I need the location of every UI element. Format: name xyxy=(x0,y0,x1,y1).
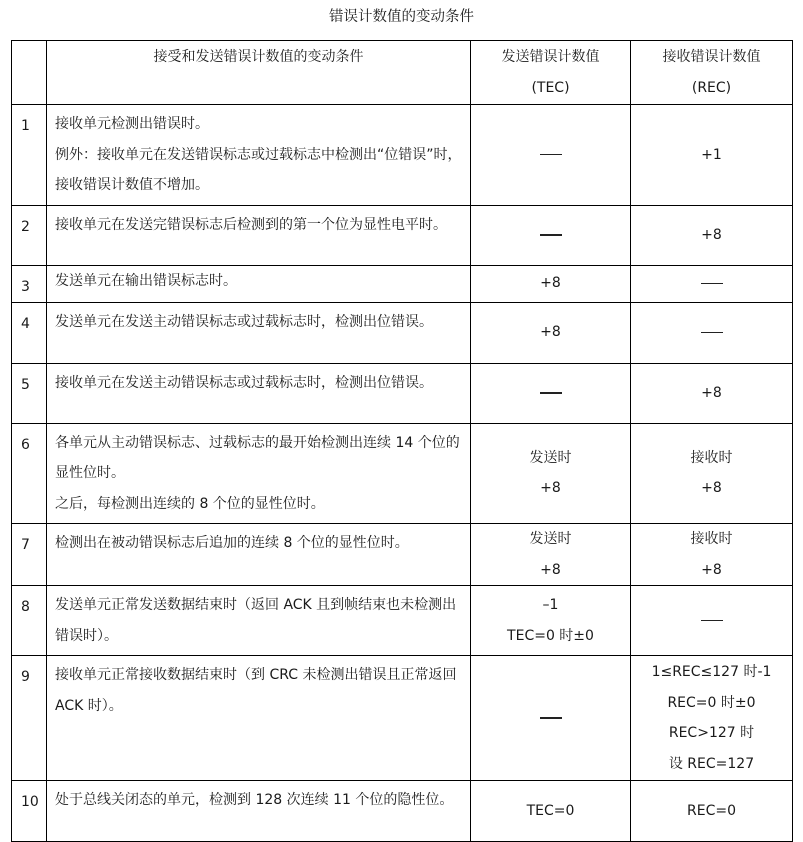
rec-value: +1 xyxy=(701,146,722,163)
row-number: 6 xyxy=(12,423,47,524)
rec-value-cell xyxy=(631,586,793,656)
tec-value xyxy=(471,378,630,409)
condition-cell xyxy=(47,586,471,656)
rec-value-cell xyxy=(631,302,793,363)
rec-value: +8 xyxy=(701,480,722,497)
condition-text: 发送单元在输出错误标志时。 xyxy=(55,272,237,289)
rec-value-cell xyxy=(631,265,793,302)
condition-cell xyxy=(47,363,471,423)
table-row xyxy=(12,781,793,842)
dash-icon xyxy=(540,717,562,719)
tec-value-cell xyxy=(471,363,631,423)
row-number: 8 xyxy=(12,586,47,656)
tec-value-cell xyxy=(471,586,631,656)
row-number: 10 xyxy=(12,781,47,842)
tec-value xyxy=(471,703,630,734)
condition-text: 处于总线关闭态的单元，检测到 128 次连续 11 个位的隐性位。 xyxy=(55,792,454,808)
condition-text: 接收单元在发送完错误标志后检测到的第一个位为显性电平时。 xyxy=(55,216,447,233)
rec-value xyxy=(631,605,792,636)
dash-icon xyxy=(540,234,562,236)
header-row xyxy=(12,41,793,105)
rec-value: REC>127 时 xyxy=(668,725,755,741)
tec-value: 发送时 xyxy=(529,531,572,547)
table-row xyxy=(12,105,793,206)
rec-value: REC=0 时±0 xyxy=(667,694,756,711)
condition-cell xyxy=(47,423,471,524)
dash-icon xyxy=(701,620,723,622)
header-index xyxy=(12,41,47,105)
tec-value-cell xyxy=(471,781,631,842)
rec-value-cell xyxy=(631,363,793,423)
condition-cell xyxy=(47,781,471,842)
condition-text: 之后，每检测出连续的 8 个位的显性位时。 xyxy=(55,495,325,512)
dash-icon xyxy=(540,392,562,394)
tec-value-cell xyxy=(471,423,631,524)
condition-cell xyxy=(47,302,471,363)
table-row xyxy=(12,302,793,363)
rec-value: +8 xyxy=(701,384,722,401)
tec-value: +8 xyxy=(540,480,561,497)
rec-value-cell xyxy=(631,524,793,586)
table-row xyxy=(12,586,793,656)
rec-value-cell xyxy=(631,656,793,781)
header-condition: 接受和发送错误计数值的变动条件 xyxy=(47,41,471,105)
tec-value-cell xyxy=(471,265,631,302)
table-row xyxy=(12,205,793,265)
tec-value: +8 xyxy=(540,561,561,578)
row-number: 2 xyxy=(12,205,47,265)
tec-value: 发送时 xyxy=(529,449,572,466)
condition-cell xyxy=(47,205,471,265)
row-number: 1 xyxy=(12,105,47,206)
condition-cell xyxy=(47,105,471,206)
tec-value-cell xyxy=(471,205,631,265)
rec-value-cell xyxy=(631,205,793,265)
condition-text: 例外：接收单元在发送错误标志或过载标志中检测出“位错误”时，接收错误计数值不增加。 xyxy=(55,146,462,193)
header-rec: 接收错误计数值 (REC) xyxy=(631,41,793,105)
tec-value xyxy=(471,220,630,251)
rec-value: 1≤REC≤127 时-1 xyxy=(651,664,772,680)
rec-value xyxy=(631,268,792,299)
dash-icon xyxy=(540,154,562,156)
row-number: 7 xyxy=(12,524,47,586)
condition-text: 发送单元正常发送数据结束时（返回 ACK 且到帧结束也未检测出错误时）。 xyxy=(55,597,457,644)
row-number: 4 xyxy=(12,302,47,363)
rec-value: +8 xyxy=(701,226,722,243)
row-number: 9 xyxy=(12,656,47,781)
tec-value-cell xyxy=(471,656,631,781)
dash-icon xyxy=(701,283,723,285)
rec-value: 接收时 xyxy=(690,531,733,547)
rec-value: +8 xyxy=(701,561,722,578)
rec-value-cell xyxy=(631,781,793,842)
tec-value-cell xyxy=(471,302,631,363)
condition-text: 各单元从主动错误标志、过载标志的最开始检测出连续 14 个位的显性位时。 xyxy=(55,434,460,481)
condition-cell xyxy=(47,524,471,586)
condition-text: 发送单元在发送主动错误标志或过载标志时，检测出位错误。 xyxy=(55,313,433,330)
row-number: 3 xyxy=(12,265,47,302)
tec-value: –1 xyxy=(542,597,559,613)
table-row xyxy=(12,423,793,524)
rec-value: 设 REC=127 xyxy=(668,755,755,772)
rec-value: REC=0 xyxy=(687,802,736,819)
condition-text: 检测出在被动错误标志后追加的连续 8 个位的显性位时。 xyxy=(55,535,409,551)
rec-value xyxy=(631,317,792,348)
tec-value: TEC=0 时±0 xyxy=(507,627,594,644)
condition-text: 接收单元正常接收数据结束时（到 CRC 未检测出错误且正常返回 ACK 时）。 xyxy=(55,667,457,714)
condition-cell xyxy=(47,656,471,781)
condition-text: 接收单元检测出错误时。 xyxy=(55,116,209,132)
tec-value: TEC=0 xyxy=(526,802,575,819)
condition-cell xyxy=(47,265,471,302)
error-counter-table xyxy=(11,40,793,842)
tec-value: +8 xyxy=(540,275,561,292)
tec-value xyxy=(471,140,630,171)
tec-value: +8 xyxy=(540,324,561,341)
table-title: 错误计数值的变动条件 xyxy=(329,9,474,25)
header-tec: 发送错误计数值 (TEC) xyxy=(471,41,631,105)
table-row xyxy=(12,265,793,302)
dash-icon xyxy=(701,332,723,334)
rec-value-cell xyxy=(631,423,793,524)
table-row xyxy=(12,363,793,423)
table-row xyxy=(12,656,793,781)
condition-text: 接收单元在发送主动错误标志或过载标志时，检测出位错误。 xyxy=(55,374,433,391)
tec-value-cell xyxy=(471,524,631,586)
table-row xyxy=(12,524,793,586)
tec-value-cell xyxy=(471,105,631,206)
rec-value-cell xyxy=(631,105,793,206)
rec-value: 接收时 xyxy=(690,449,733,466)
row-number: 5 xyxy=(12,363,47,423)
